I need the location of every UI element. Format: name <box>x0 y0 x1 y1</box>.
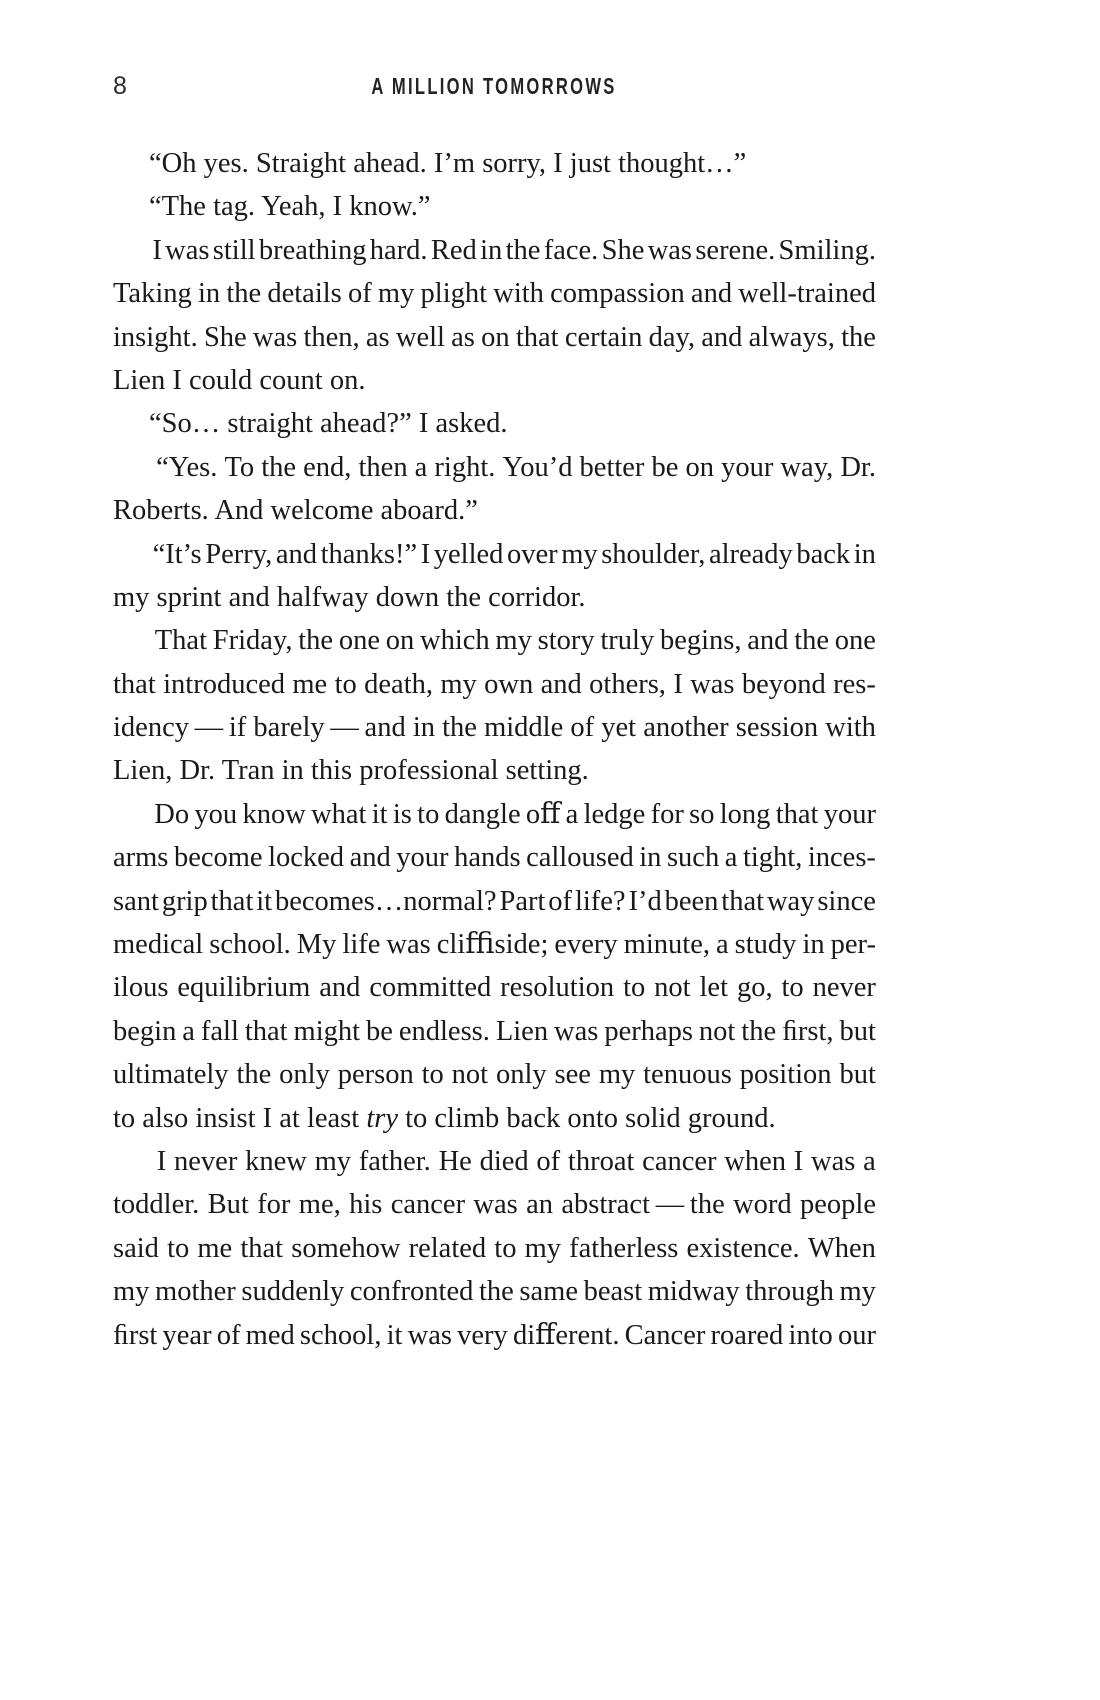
text-word: back <box>796 538 851 570</box>
text-word: She <box>601 234 645 266</box>
text-word: become <box>173 842 263 874</box>
text-word: see <box>554 1059 591 1091</box>
text-word: I <box>793 1145 804 1177</box>
text-line: Lien, Dr. Tran in this professional setting. <box>113 755 589 787</box>
text-word: been <box>664 885 719 917</box>
text-word: my <box>495 625 532 657</box>
text-line <box>113 836 876 879</box>
text-word: one <box>834 625 876 657</box>
text-word: in <box>639 842 662 874</box>
text-word: to <box>417 798 440 830</box>
text-word: well-trained <box>738 278 876 310</box>
text-word: still <box>212 234 256 266</box>
text-word: but <box>839 1059 876 1091</box>
text-word: that <box>113 668 156 700</box>
text-word: throat <box>567 1145 635 1177</box>
text-word: was <box>165 234 210 266</box>
text-word: plight <box>420 278 488 310</box>
text-word: beast <box>583 1276 643 1308</box>
text-word: already <box>708 538 793 570</box>
text-word: person <box>337 1059 414 1091</box>
text-word: know <box>242 798 306 830</box>
text-word: not <box>654 972 691 1004</box>
text-word: very <box>457 1319 508 1351</box>
emphasis-text: try <box>366 1102 398 1134</box>
text-word: my <box>839 1276 876 1308</box>
text-word: to <box>494 1232 517 1264</box>
text-word: My <box>296 929 337 961</box>
text-word: that <box>721 885 765 917</box>
text-word: res- <box>833 668 876 700</box>
text-word: a <box>414 451 428 483</box>
text-word: school, <box>299 1319 382 1351</box>
text-word: a <box>715 929 729 961</box>
text-line <box>113 229 876 272</box>
text-word: own <box>484 668 534 700</box>
text-word: I <box>156 1145 167 1177</box>
text-word: me <box>292 668 328 700</box>
text-word: that <box>775 798 819 830</box>
text-word: since <box>817 885 876 917</box>
text-word: fatherless <box>569 1232 679 1264</box>
text-word: and <box>540 668 582 700</box>
text-line <box>113 706 876 749</box>
text-word: of <box>548 885 573 917</box>
text-word: my <box>440 668 477 700</box>
text-word: was <box>473 1189 518 1221</box>
text-word: his <box>349 1189 383 1221</box>
text-word: position <box>739 1059 832 1091</box>
text-word: beyond <box>741 668 826 700</box>
text-word: the <box>741 1015 777 1047</box>
text-word: details <box>267 278 342 310</box>
text-word: was <box>647 234 693 266</box>
text-line <box>113 1270 876 1313</box>
text-line <box>113 663 876 706</box>
text-word: and <box>275 538 317 570</box>
text-word: not <box>451 1059 489 1091</box>
text-word: never <box>174 1145 238 1177</box>
text-word: med <box>245 1319 295 1351</box>
text-word: but <box>839 1015 876 1047</box>
text-word: Cancer <box>624 1319 706 1351</box>
text-word: inces- <box>807 842 876 874</box>
text-word: toddler. <box>113 1189 200 1221</box>
text-word: an <box>526 1189 554 1221</box>
text-word: tenuous <box>643 1059 732 1091</box>
text-word: and <box>701 321 743 353</box>
text-line <box>113 1227 876 1270</box>
text-line: “Oh yes. Straight ahead. I’m sorry, I just thought…” <box>149 148 747 179</box>
text-word: a <box>182 1015 195 1047</box>
text-line <box>113 446 876 489</box>
text-word: ledge <box>583 798 646 830</box>
text-word: my <box>561 538 598 570</box>
text-line <box>113 619 876 662</box>
text-word: right. <box>434 451 496 483</box>
text-word: every <box>554 929 618 961</box>
text-word: tight, <box>742 842 803 874</box>
text-word: then <box>358 451 408 483</box>
text-word: long <box>719 798 771 830</box>
text-word: me, <box>298 1189 341 1221</box>
text-word: my <box>377 278 415 310</box>
text-word: cancer <box>390 1189 466 1221</box>
text-word: the <box>298 625 334 657</box>
text-word: to <box>421 1059 444 1091</box>
text-word: for <box>650 798 684 830</box>
text-word: mother <box>155 1276 236 1308</box>
text-word: Part <box>499 885 546 917</box>
text-word: our <box>837 1319 876 1351</box>
text-word: begins, <box>659 625 742 657</box>
text-word: equilibrium <box>177 972 311 1004</box>
text-word: But <box>207 1189 249 1221</box>
text-word: roared <box>710 1319 784 1351</box>
text-word: year <box>162 1319 212 1351</box>
text-word: When <box>807 1232 876 1264</box>
text-word: cliﬃside; <box>436 929 549 961</box>
text-word: I <box>152 234 162 266</box>
text-line <box>113 272 876 315</box>
text-word: introduced <box>163 668 286 700</box>
text-word: that <box>515 321 559 353</box>
text-line <box>113 923 876 966</box>
text-word: face. <box>543 234 599 266</box>
text-line <box>113 1010 876 1053</box>
text-word: fall <box>200 1015 239 1047</box>
text-word: He <box>438 1145 472 1177</box>
page-header <box>113 68 875 108</box>
text-word: in <box>802 929 825 961</box>
paragraph-indent <box>113 1140 149 1183</box>
text-word: idency — if <box>113 712 247 744</box>
text-word: to <box>334 668 357 700</box>
text-word: committed <box>369 972 492 1004</box>
text-word: school. <box>209 929 291 961</box>
paragraph-indent <box>113 229 149 272</box>
text-word: a <box>863 1145 876 1177</box>
text-line: Lien I could count on. <box>113 364 366 396</box>
text-word: endless. <box>398 1015 490 1047</box>
text-word: story <box>537 625 595 657</box>
text-word: was <box>554 1015 599 1047</box>
text-word: me <box>197 1232 233 1264</box>
text-word: word <box>733 1189 792 1221</box>
text-line <box>113 966 876 1009</box>
text-word: go, <box>736 972 773 1004</box>
text-word: grip <box>161 885 208 917</box>
text-word: in <box>480 234 503 266</box>
text-word: I <box>673 668 683 700</box>
text-word: ﬁrst, <box>782 1015 834 1047</box>
text-word: be <box>366 1015 393 1047</box>
text-word: barely — and <box>253 712 406 744</box>
text-word: related <box>408 1232 487 1264</box>
text-word: through <box>745 1276 834 1308</box>
text-line <box>113 1053 876 1096</box>
running-head-title: A MILLION TOMORROWS <box>371 73 617 99</box>
text-word: diﬀerent. <box>512 1319 620 1351</box>
text-word: yet <box>601 712 637 744</box>
text-word: was <box>252 321 298 353</box>
text-word: and <box>319 972 361 1004</box>
text-word: which <box>420 625 490 657</box>
text-word: somehow <box>291 1232 401 1264</box>
text-word: never <box>812 972 876 1004</box>
text-word: such <box>666 842 720 874</box>
text-word: Lien <box>495 1015 549 1047</box>
text-word: suddenly <box>241 1276 345 1308</box>
text-word: you <box>194 798 238 830</box>
text-word: on <box>481 321 510 353</box>
text-word: so <box>689 798 715 830</box>
body-text-block <box>113 142 876 1357</box>
text-word: You’d <box>502 451 573 483</box>
text-word: your <box>396 842 449 874</box>
text-word: Do <box>154 798 190 830</box>
text-word: one <box>338 625 380 657</box>
text-word: begin <box>113 1015 177 1047</box>
text-word: then, <box>303 321 360 353</box>
text-word: yelled <box>433 538 504 570</box>
text-word: sant <box>113 885 159 917</box>
text-word: the <box>226 278 262 310</box>
text-word: Smiling. <box>778 234 876 266</box>
text-word: hard. <box>369 234 428 266</box>
text-word: with <box>825 712 876 744</box>
text-word: becomes…normal? <box>275 885 497 917</box>
text-word: hands <box>454 842 521 874</box>
text-word: the <box>841 321 876 353</box>
text-word: of <box>536 1145 561 1177</box>
text-word: way, <box>780 451 834 483</box>
text-line <box>113 793 876 836</box>
text-word: in <box>853 538 876 570</box>
text-line: “The tag. Yeah, I know.” <box>149 191 431 223</box>
text-word: the <box>505 234 541 266</box>
text-word: father. <box>358 1145 431 1177</box>
text-word: and <box>747 625 789 657</box>
text-word: over <box>507 538 558 570</box>
text-word: on <box>385 625 415 657</box>
text-word: end, <box>303 451 352 483</box>
text-word: To <box>224 451 255 483</box>
paragraph-indent <box>113 533 149 576</box>
text-word: of <box>347 278 372 310</box>
text-word: Taking <box>113 278 192 310</box>
text-word: my <box>524 1232 562 1264</box>
text-word: people <box>800 1189 876 1221</box>
text-word: dangle <box>444 798 521 830</box>
text-word: the <box>261 451 297 483</box>
text-word: better <box>579 451 645 483</box>
text-word: cancer <box>642 1145 717 1177</box>
text-word: was <box>811 1145 856 1177</box>
paragraph-indent <box>113 793 149 836</box>
text-word: Red <box>430 234 477 266</box>
text-word: a <box>724 842 738 874</box>
text-word: might <box>293 1015 361 1047</box>
text-word: was <box>690 668 735 700</box>
text-line <box>113 1140 876 1183</box>
text-word: serene. <box>695 234 776 266</box>
text-word: said <box>113 1232 159 1264</box>
text-word: your <box>721 451 774 483</box>
text-word: oﬀ <box>525 798 561 830</box>
text-word: only <box>495 1059 547 1091</box>
text-line <box>113 880 876 923</box>
paragraph-indent <box>113 446 149 489</box>
text-word: locked <box>268 842 345 874</box>
page-number: 8 <box>113 72 128 100</box>
text-word: life <box>342 929 381 961</box>
text-word: as <box>451 321 475 353</box>
text-word: into <box>788 1319 833 1351</box>
text-word: that <box>240 1232 284 1264</box>
text-line: to also insist I at least try to climb back onto solid ground. <box>113 1102 776 1134</box>
text-word: was <box>407 1319 452 1351</box>
text-word: midway <box>647 1276 740 1308</box>
text-word: breathing <box>258 234 367 266</box>
text-word: a <box>565 798 579 830</box>
text-word: as <box>365 321 390 353</box>
text-word: the <box>478 1276 514 1308</box>
text-line <box>113 533 876 576</box>
text-word: resolution <box>500 972 615 1004</box>
text-word: perhaps <box>604 1015 693 1047</box>
text-word: that <box>244 1015 288 1047</box>
text-word: truly <box>600 625 655 657</box>
text-word: when <box>724 1145 787 1177</box>
text-word: not <box>698 1015 736 1047</box>
text-word: well <box>395 321 445 353</box>
text-word: insight. <box>113 321 198 353</box>
text-word: middle <box>484 712 564 744</box>
text-word: compassion <box>550 278 685 310</box>
text-word: with <box>493 278 544 310</box>
text-word: study <box>734 929 797 961</box>
text-line <box>113 316 876 359</box>
paragraph-indent <box>113 619 149 662</box>
text-word: it <box>371 798 388 830</box>
text-word: to <box>781 972 804 1004</box>
text-word: Dr. <box>840 451 876 483</box>
text-word: for <box>257 1189 291 1221</box>
text-word: the <box>794 625 830 657</box>
text-word: ultimately <box>113 1059 229 1091</box>
text-word: and <box>690 278 733 310</box>
text-word: was <box>386 929 431 961</box>
text-word: per- <box>830 929 876 961</box>
text-word: life? <box>574 885 626 917</box>
text-word: She <box>203 321 247 353</box>
text-word: certain <box>564 321 643 353</box>
text-word: minute, <box>623 929 710 961</box>
text-line: “So… straight ahead?” I asked. <box>149 408 508 440</box>
text-word: way <box>766 885 815 917</box>
text-word: calloused <box>526 842 634 874</box>
text-word: of <box>570 712 595 744</box>
text-word: my <box>598 1059 636 1091</box>
text-word: same <box>519 1276 578 1308</box>
text-word: on <box>685 451 715 483</box>
text-word: always, <box>748 321 835 353</box>
text-word: Perry, <box>205 538 273 570</box>
text-word: I’d <box>628 885 662 917</box>
text-word: the <box>236 1059 272 1091</box>
text-word: died <box>479 1145 529 1177</box>
text-word: the <box>442 712 477 744</box>
text-word: thanks!” <box>320 538 418 570</box>
text-word: Friday, <box>212 625 293 657</box>
text-word: my <box>314 1145 352 1177</box>
text-word: what <box>311 798 367 830</box>
text-line: Roberts. And welcome aboard.” <box>113 495 478 527</box>
text-word: my <box>113 1276 150 1308</box>
text-word: your <box>823 798 876 830</box>
text-word: in <box>412 712 435 744</box>
text-word: in <box>197 278 221 310</box>
text-word: existence. <box>686 1232 800 1264</box>
text-word: be <box>651 451 679 483</box>
text-word: confronted <box>349 1276 474 1308</box>
text-word: knew <box>245 1145 307 1177</box>
text-word: shoulder, <box>601 538 706 570</box>
text-word: medical <box>113 929 204 961</box>
text-word: abstract — the <box>561 1189 725 1221</box>
text-word: “It’s <box>152 538 202 570</box>
text-word: it <box>386 1319 403 1351</box>
text-word: I <box>420 538 431 570</box>
text-line <box>113 1183 876 1226</box>
text-word: arms <box>113 842 169 874</box>
text-line <box>113 1314 876 1357</box>
text-word: is <box>392 798 412 830</box>
text-word: ﬁrst <box>113 1319 158 1351</box>
text-word: ilous <box>113 972 169 1004</box>
text-word: another <box>643 712 729 744</box>
text-word: and <box>349 842 391 874</box>
text-word: it <box>256 885 273 917</box>
text-word: of <box>216 1319 241 1351</box>
text-word: death, <box>364 668 433 700</box>
text-word: to <box>623 972 646 1004</box>
text-word: only <box>279 1059 330 1091</box>
text-word: session <box>735 712 819 744</box>
text-line: my sprint and halfway down the corridor. <box>113 581 586 613</box>
text-word: others, <box>589 668 666 700</box>
text-word: day, <box>648 321 695 353</box>
text-word: let <box>699 972 729 1004</box>
text-word: that <box>210 885 254 917</box>
text-word: That <box>154 625 207 657</box>
text-word: “Yes. <box>156 451 218 483</box>
text-word: to <box>167 1232 190 1264</box>
